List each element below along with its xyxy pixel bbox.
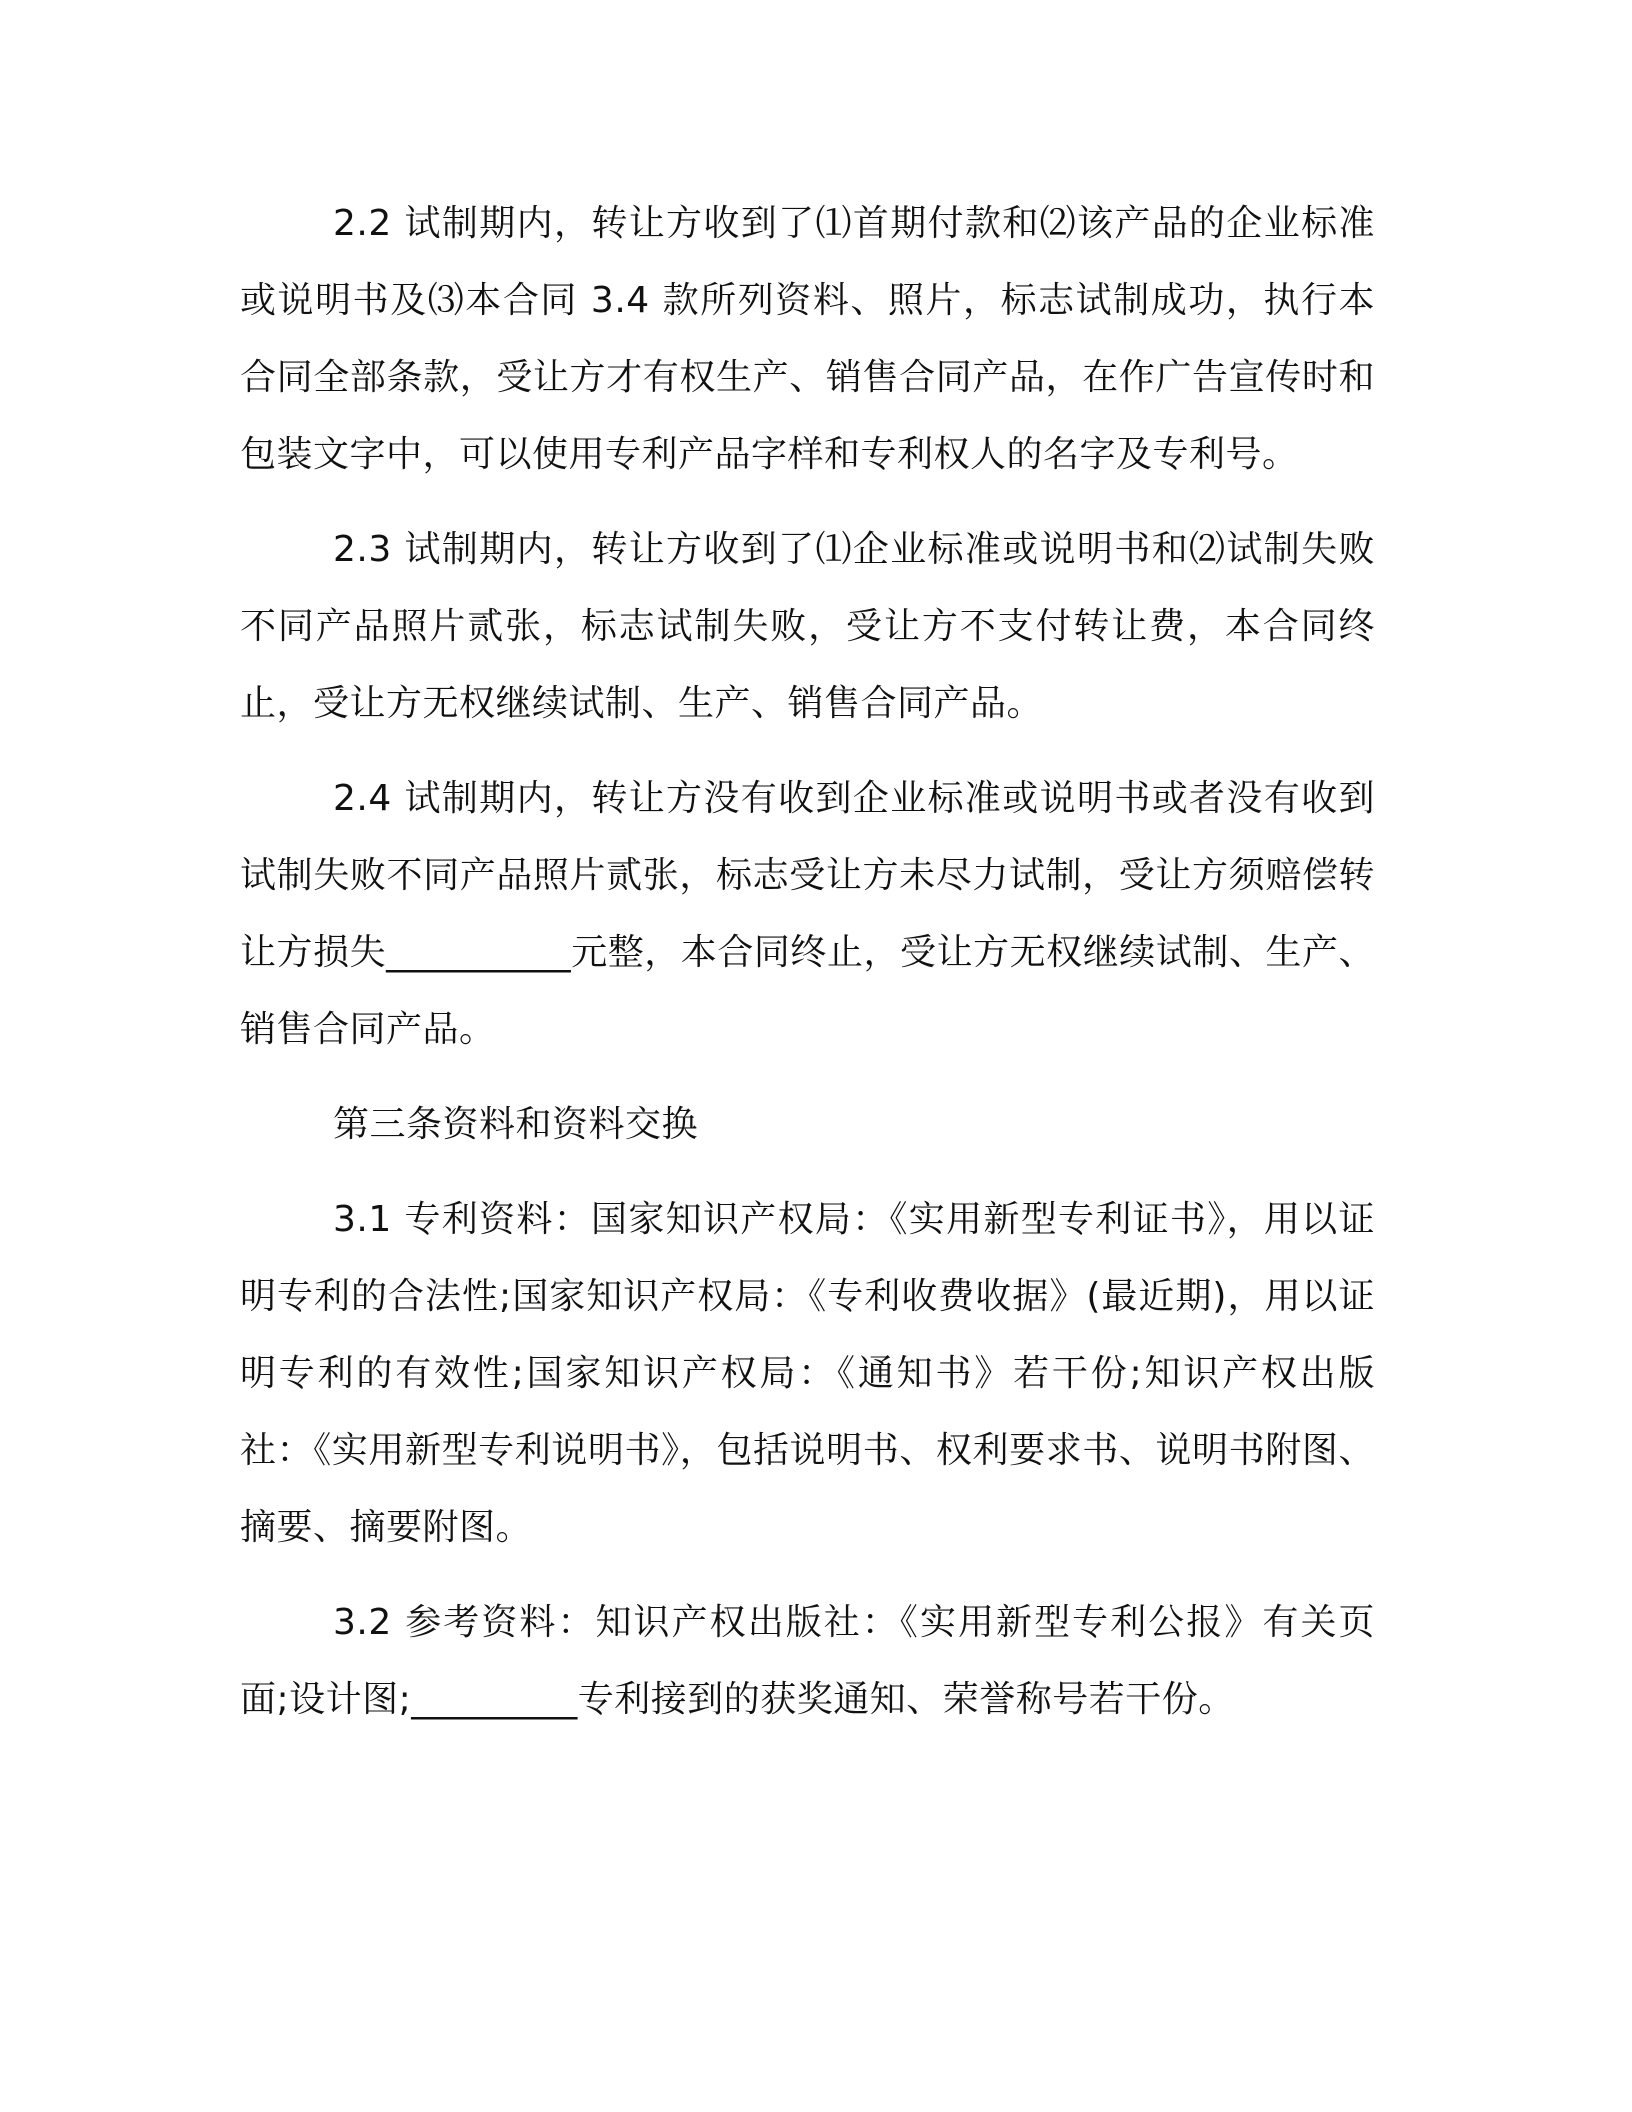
paragraph-3-2: 3.2 参考资料：知识产权出版社：《实用新型专利公报》有关页面;设计图;_________专利接到的获奖通知、荣誉称号若干份。: [240, 1602, 1375, 1720]
paragraph-2-2: 2.2 试制期内，转让方收到了⑴首期付款和⑵该产品的企业标准或说明书及⑶本合同 3.4 款所列资料、照片，标志试制成功，执行本合同全部条款，受让方才有权生产、销售合同产品，在作广告宣传时和包装文字中，可以使用专利产品字样和专利权人的名字及专利号。: [240, 203, 1375, 475]
section-heading-article-3: 第三条资料和资料交换: [333, 1104, 699, 1145]
paragraph-2-3: 2.3 试制期内，转让方收到了⑴企业标准或说明书和⑵试制失败不同产品照片贰张，标志试制失败，受让方不支付转让费，本合同终止，受让方无权继续试制、生产、销售合同产品。: [240, 529, 1375, 724]
paragraph-3-1: 3.1 专利资料：国家知识产权局：《实用新型专利证书》，用以证明专利的合法性;国家知识产权局：《专利收费收据》(最近期)，用以证明专利的有效性;国家知识产权局：《通知书》若干份;知识产权出版社：《实用新型专利说明书》，包括说明书、权利要求书、说明书附图、摘要、摘要附图。: [240, 1199, 1375, 1548]
document-body: [240, 185, 1375, 1756]
paragraph-2-4: 2.4 试制期内，转让方没有收到企业标准或说明书或者没有收到试制失败不同产品照片贰张，标志受让方未尽力试制，受让方须赔偿转让方损失__________元整，本合同终止，受让方无权继续试制、生产、销售合同产品。: [240, 778, 1375, 1050]
